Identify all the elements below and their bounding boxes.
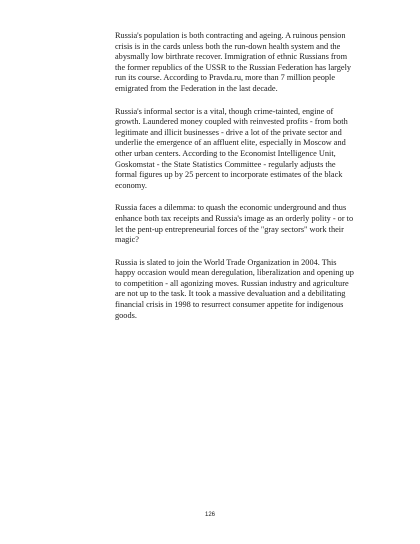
paragraph-wto: Russia is slated to join the World Trade Organization in 2004. This happy occasion would mean deregulation, liberalization and opening up to competition - all agonizing moves. Russian industry and agriculture are not up to the task. It took a massive devaluation and a debilitating financial crisis in 1998 to resurrect consumer appetite for indigenous goods.	[115, 257, 354, 320]
page-number: 126	[204, 512, 215, 518]
paragraph-informal-sector: Russia's informal sector is a vital, though crime-tainted, engine of growth. Laundered money coupled with reinvested profits - from both legitimate and illicit businesses - drive a lot of the private sector and underlie the emergence of an affluent elite, especially in Moscow and other urban centers. According to the Economist Intelligence Unit, Goskomstat - the State Statistics Committee - regularly adjusts the formal figures up by 25 percent to incorporate estimates of the black economy.	[115, 106, 348, 190]
paragraph-dilemma: Russia faces a dilemma: to quash the economic underground and thus enhance both tax receipts and Russia's image as an orderly polity - or to let the pent-up entrepreneurial forces of the "gray sectors" work their magic?	[115, 203, 354, 245]
body-text	[115, 31, 355, 333]
paragraph-population: Russia's population is both contracting and ageing. A ruinous pension crisis is in the cards unless both the run-down health system and the abysmally low birthrate recover. Immigration of ethnic Russians from the former republics of the USSR to the Russian Federation has largely run its course. According to Pravda.ru, more than 7 million people emigrated from the Federation in the last decade.	[115, 31, 352, 93]
